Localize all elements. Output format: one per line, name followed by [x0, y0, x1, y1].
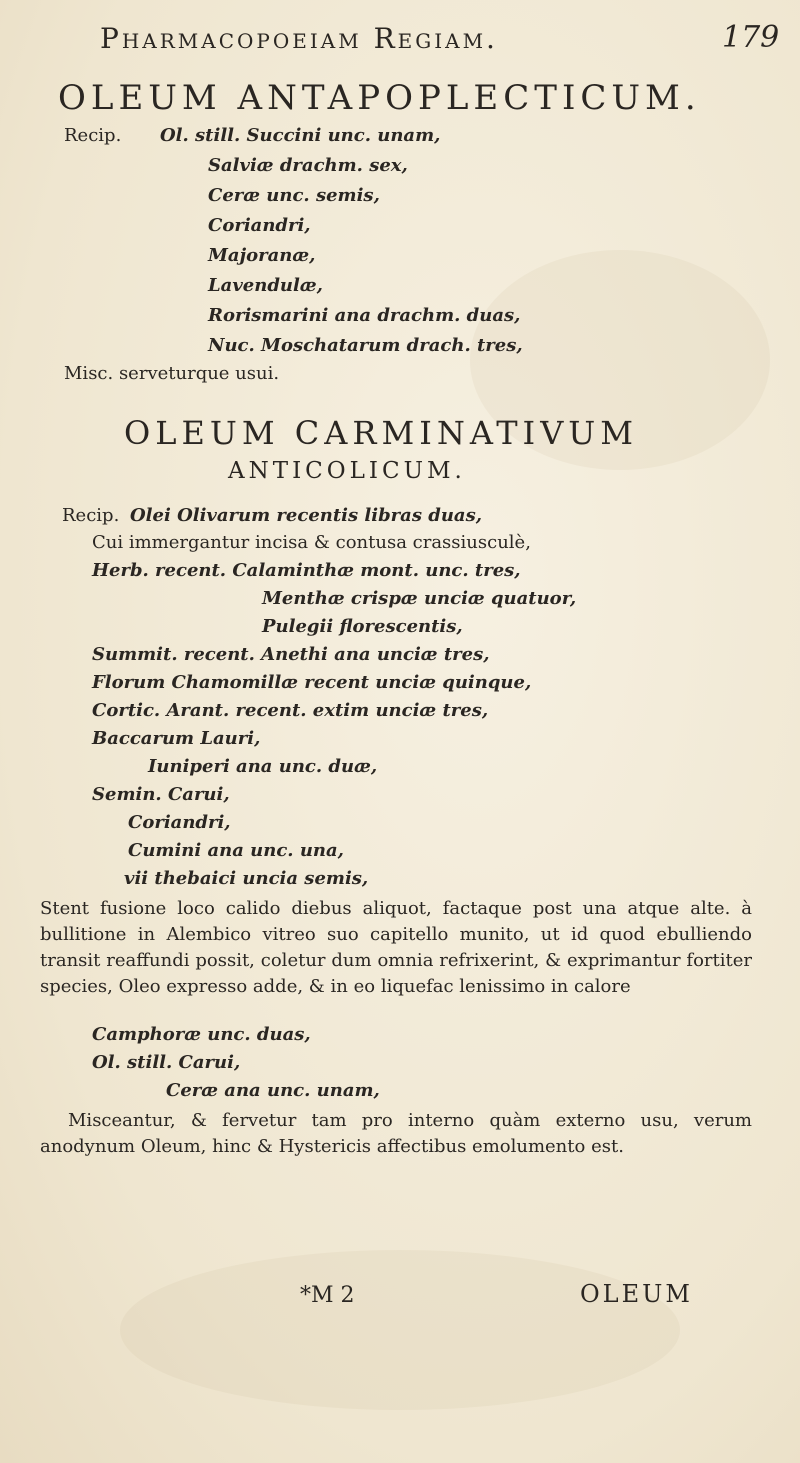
recipe1-line: Nuc. Moschatarum drach. tres,	[208, 335, 523, 356]
recipe1-line: Coriandri,	[208, 215, 311, 236]
recipe2-paragraph: Stent fusione loco calido diebus aliquot, factaque post una atque alte. à bullitione in Alembico vitreo suo capitello munito, ut id quod ebulliendo transit reaffundi possit, coletur dum omnia refrixerint, & exprimantur fortiter species, Oleo expresso adde, & in eo liquefac lenissimo in calore	[40, 898, 752, 997]
recipe2-first-line: Olei Olivarum recentis libras duas,	[130, 505, 482, 526]
recipe1-line: Salviæ drachm. sex,	[208, 155, 408, 176]
catchword: OLEUM	[580, 1280, 693, 1308]
signature-mark: *M 2	[300, 1283, 355, 1308]
recipe2-line: Herb. recent. Calaminthæ mont. unc. tres,	[92, 560, 521, 581]
recipe2-after-line: Ceræ ana unc. unam,	[166, 1080, 380, 1101]
recipe2-line: Florum Chamomillæ recent unciæ quinque,	[92, 672, 532, 693]
recipe1-title: OLEUM ANTAPOPLECTICUM.	[58, 78, 701, 118]
recipe1-closing: Misc. serveturque usui.	[64, 363, 280, 384]
recipe2-after-line: Ol. still. Carui,	[92, 1052, 241, 1073]
recipe1-line: Majoranæ,	[208, 245, 316, 266]
recipe2-cui-line: Cui immergantur incisa & contusa crassiusculè,	[92, 532, 531, 553]
recipe2-line: vii thebaici uncia semis,	[124, 868, 369, 889]
recipe2-line: Iuniperi ana unc. duæ,	[148, 756, 378, 777]
recipe2-line: Baccarum Lauri,	[92, 728, 261, 749]
recipe2-closing-paragraph: Misceantur, & fervetur tam pro interno quàm externo usu, verum anodynum Oleum, hinc & Hystericis affectibus emolumento est.	[40, 1110, 752, 1157]
recipe2-recip: Recip.	[62, 505, 120, 526]
recipe2-line: Cumini ana unc. una,	[128, 840, 344, 861]
recipe2-line: Cortic. Arant. recent. extim unciæ tres,	[92, 700, 489, 721]
recipe2-title: OLEUM CARMINATIVUM	[124, 414, 639, 452]
recipe1-recip: Recip.	[64, 125, 122, 146]
recipe2-line: Pulegii florescentis,	[262, 616, 463, 637]
recipe1-line: Lavendulæ,	[208, 275, 323, 296]
recipe2-line: Summit. recent. Anethi ana unciæ tres,	[92, 644, 490, 665]
recipe2-after-line: Camphoræ unc. duas,	[92, 1024, 311, 1045]
recipe1-line: Ol. still. Succini unc. unam,	[160, 125, 441, 146]
recipe2-line: Semin. Carui,	[92, 784, 230, 805]
recipe2-subtitle: ANTICOLICUM.	[228, 458, 466, 484]
recipe2-line: Coriandri,	[128, 812, 231, 833]
recipe1-line: Ceræ unc. semis,	[208, 185, 380, 206]
recipe1-line: Rorismarini ana drachm. duas,	[208, 305, 521, 326]
paper-stain	[120, 1250, 680, 1410]
running-head: Pharmacopoeiam Regiam.	[100, 22, 498, 55]
page-number: 179	[722, 20, 780, 55]
recipe2-line: Menthæ crispæ unciæ quatuor,	[262, 588, 577, 609]
